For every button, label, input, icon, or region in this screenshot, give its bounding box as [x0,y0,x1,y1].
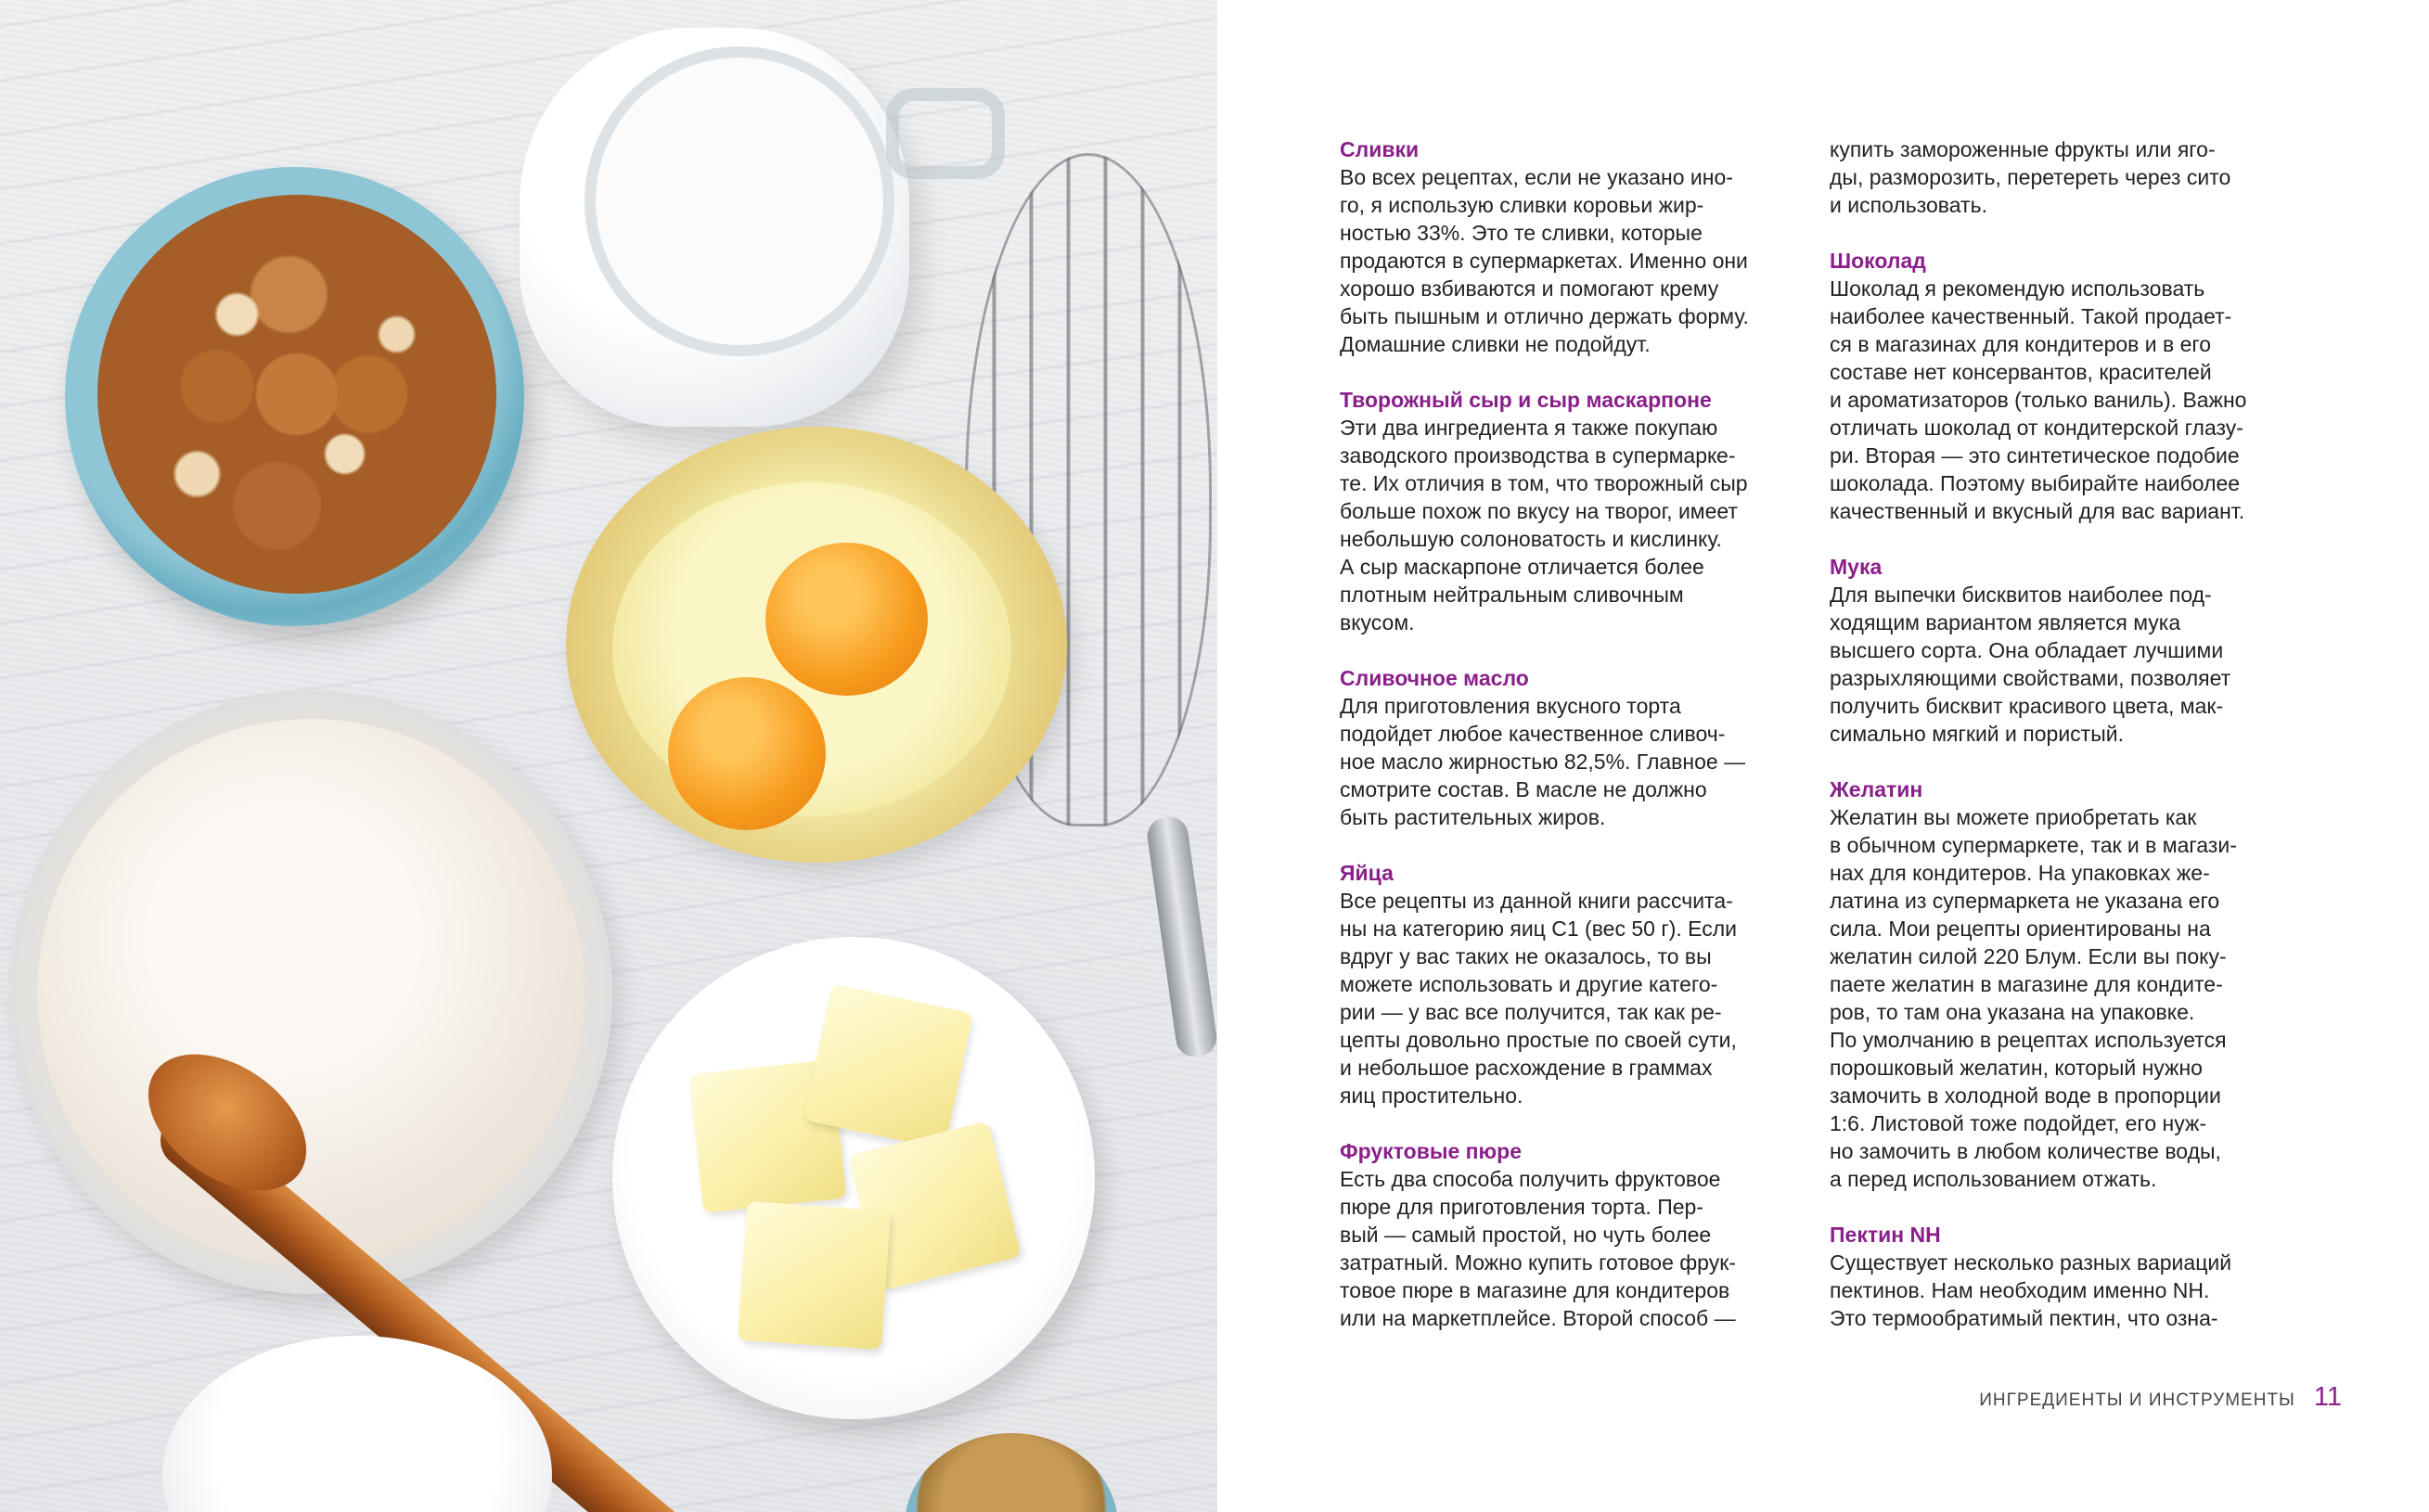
section-chocolate [1830,247,2294,525]
section-heading: Фруктовые пюре [1340,1139,1523,1163]
egg-yolk [765,543,928,696]
section-heading: Желатин [1830,777,1923,801]
continued-text: купить замороженные фрукты или яго- ды, разморозить, перетереть через сито и использовать. [1830,137,2231,217]
whisk-handle [1145,814,1217,1059]
section-fruit-puree [1340,1137,1804,1332]
section-cheese [1340,386,1804,636]
butter-cube [738,1201,891,1350]
butter-cube [803,984,973,1150]
egg-yolk [668,677,826,830]
section-eggs [1340,859,1804,1109]
section-body: Существует несколько разных вариаций пектинов. Нам необходим именно NH. Это термообратимый пектин, что озна- [1830,1250,2232,1330]
section-flour [1830,553,2294,748]
section-butter [1340,664,1804,831]
section-heading: Сливки [1340,137,1420,161]
section-body: Желатин вы можете приобретать как в обычном супермаркете, так и в магази- нах для кондитеров. На упаковках же- латина из супермаркета не указана его сила. Мои рецепты ориентированы на желатин силой 220 Блум. Если вы поку- паете желатин в магазине для кондите- ров, то там она указана на упаковке. По умолчанию в рецептах используется порошковый желатин, который нужно замочить в холодной воде в пропорции 1:6. Листовой тоже подойдет, его нуж- но замочить в любом количестве воды, а перед использованием отжать. [1830,805,2237,1191]
section-heading: Творожный сыр и сыр маскарпоне [1340,388,1712,412]
section-body: Для выпечки бисквитов наиболее под- ходящим вариантом является мука высшего сорта. Она обладает лучшими разрыхляющими свойствами, позволяет получить бисквит красивого цвета, мак- симально мягкий и пористый. [1830,583,2231,746]
jug-handle [886,88,1005,179]
section-body: Во всех рецептах, если не указано ино- го, я использую сливки коровьи жир- ностью 33%. Это те сливки, которые продаются в супермаркетах. Именно они хорошо взбиваются и помогают крему быть пышным и отлично держать форму. Домашние сливки не подойдут. [1340,165,1749,356]
sugar-bowl [905,1433,1118,1512]
page-footer [1979,1382,2342,1413]
section-heading: Шоколад [1830,249,1926,273]
section-body: Все рецепты из данной книги рассчита- ны на категорию яиц С1 (вес 50 г). Если вдруг у вас таких не оказалось, то вы можете использовать и другие катего- рии — у вас все получится, так как ре- цепты довольно простые по своей сути, и небольшое расхождение в граммах яиц простительно. [1340,889,1737,1108]
page-number: 11 [2313,1382,2342,1412]
section-body: Эти два ингредиента я также покупаю заводского производства в супермаркe- те. Их отличия в том, что творожный сыр больше похож по вкусу на творог, имеет небольшую солоноватость и кислинку. А сыр маскарпоне отличается более плотным нейтральным сливочным вкусом. [1340,416,1748,634]
section-body: Шоколад я рекомендую использовать наиболее качественный. Такой продает- ся в магазинах для кондитеров и в его составе нет консервантов, красителей и ароматизаторов (только ваниль). Важно отличать шоколад от кондитерской глазу- ри. Вторая — это синтетическое подобие шоколада. Поэтому выбирайте наиболее качественный и вкусный для вас вариант. [1830,276,2247,523]
section-gelatin [1830,775,2294,1193]
flour [37,719,585,1266]
walnuts-and-peanuts [97,195,496,594]
section-heading: Пектин NH [1830,1223,1941,1247]
section-heading: Сливочное масло [1340,666,1529,690]
section-body: Для приготовления вкусного торта подойдет любое качественное сливоч- ное масло жирностью 82,5%. Главное — смотрите состав. В масле не должно быть растительных жиров. [1340,694,1746,829]
section-pectin [1830,1221,2294,1332]
section-heading: Мука [1830,555,1883,579]
milk-surface [585,46,894,356]
text-column-left [1340,135,1804,1332]
text-column-right [1830,135,2294,1332]
section-body: Есть два способа получить фруктовое пюре для приготовления торта. Пер- вый — самый простой, но чуть более затратный. Можно купить готовое фрук- товое пюре в магазине для кондитеров или на маркетплейсе. Второй способ — [1340,1167,1736,1330]
section-cream [1340,135,1804,358]
section-heading: Яйца [1340,861,1394,885]
chapter-title: ИНГРЕДИЕНТЫ И ИНСТРУМЕНТЫ [1979,1390,2295,1410]
